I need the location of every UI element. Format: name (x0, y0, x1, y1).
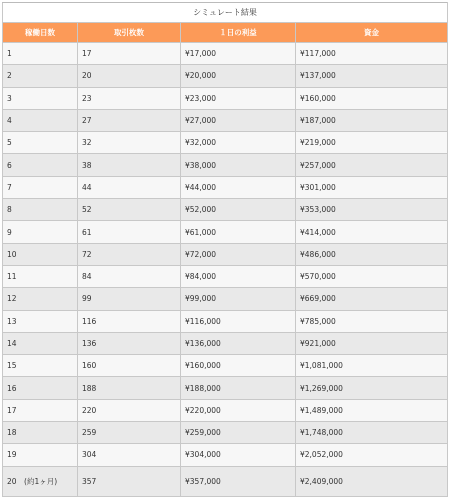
table-caption-row (3, 3, 448, 23)
table-row (3, 199, 448, 221)
cell-trade-lots: 52 (78, 199, 181, 221)
table-row (3, 310, 448, 332)
cell-trade-lots: 160 (78, 355, 181, 377)
cell-daily-profit: ¥84,000 (181, 265, 296, 287)
table-row (3, 154, 448, 176)
header-operating-days: 稼働日数 (3, 23, 78, 43)
cell-funds: ¥117,000 (296, 43, 448, 65)
cell-operating-days: 16 (3, 377, 78, 399)
cell-funds: ¥486,000 (296, 243, 448, 265)
cell-trade-lots: 61 (78, 221, 181, 243)
cell-funds: ¥2,052,000 (296, 444, 448, 466)
cell-daily-profit: ¥61,000 (181, 221, 296, 243)
table-row (3, 176, 448, 198)
cell-trade-lots: 136 (78, 332, 181, 354)
cell-funds: ¥921,000 (296, 332, 448, 354)
cell-funds: ¥353,000 (296, 199, 448, 221)
header-trade-lots: 取引枚数 (78, 23, 181, 43)
header-daily-profit: １日の利益 (181, 23, 296, 43)
cell-operating-days: 1 (3, 43, 78, 65)
table-row (3, 132, 448, 154)
table-row (3, 377, 448, 399)
cell-trade-lots: 84 (78, 265, 181, 287)
cell-operating-days: 2 (3, 65, 78, 87)
cell-trade-lots: 99 (78, 288, 181, 310)
table-row (3, 332, 448, 354)
cell-funds: ¥257,000 (296, 154, 448, 176)
cell-funds: ¥2,409,000 (296, 466, 448, 496)
cell-operating-days: 8 (3, 199, 78, 221)
cell-operating-days: 19 (3, 444, 78, 466)
cell-funds: ¥1,489,000 (296, 399, 448, 421)
cell-operating-days: 9 (3, 221, 78, 243)
cell-daily-profit: ¥23,000 (181, 87, 296, 109)
cell-daily-profit: ¥357,000 (181, 466, 296, 496)
cell-trade-lots: 357 (78, 466, 181, 496)
simulation-results-table (2, 2, 448, 497)
table-row (3, 243, 448, 265)
cell-daily-profit: ¥32,000 (181, 132, 296, 154)
cell-trade-lots: 44 (78, 176, 181, 198)
table-row (3, 109, 448, 131)
cell-trade-lots: 72 (78, 243, 181, 265)
table-caption: シミュレート結果 (3, 3, 448, 23)
cell-funds: ¥187,000 (296, 109, 448, 131)
cell-operating-days: 15 (3, 355, 78, 377)
table-row (3, 43, 448, 65)
cell-trade-lots: 188 (78, 377, 181, 399)
header-funds: 資金 (296, 23, 448, 43)
cell-daily-profit: ¥20,000 (181, 65, 296, 87)
cell-funds: ¥301,000 (296, 176, 448, 198)
cell-daily-profit: ¥160,000 (181, 355, 296, 377)
table-row (3, 221, 448, 243)
cell-trade-lots: 38 (78, 154, 181, 176)
cell-daily-profit: ¥116,000 (181, 310, 296, 332)
cell-trade-lots: 32 (78, 132, 181, 154)
table-row (3, 265, 448, 287)
cell-operating-days: 6 (3, 154, 78, 176)
cell-daily-profit: ¥72,000 (181, 243, 296, 265)
cell-daily-profit: ¥99,000 (181, 288, 296, 310)
cell-operating-days: 17 (3, 399, 78, 421)
table-row (3, 466, 448, 496)
cell-trade-lots: 220 (78, 399, 181, 421)
cell-trade-lots: 116 (78, 310, 181, 332)
cell-daily-profit: ¥136,000 (181, 332, 296, 354)
cell-operating-days: 11 (3, 265, 78, 287)
cell-trade-lots: 27 (78, 109, 181, 131)
cell-funds: ¥785,000 (296, 310, 448, 332)
table-row (3, 288, 448, 310)
cell-trade-lots: 20 (78, 65, 181, 87)
cell-operating-days: 7 (3, 176, 78, 198)
cell-operating-days: 20 (約1ヶ月) (3, 466, 78, 496)
cell-daily-profit: ¥38,000 (181, 154, 296, 176)
cell-daily-profit: ¥52,000 (181, 199, 296, 221)
cell-funds: ¥1,748,000 (296, 422, 448, 444)
cell-operating-days: 5 (3, 132, 78, 154)
table-row (3, 399, 448, 421)
cell-operating-days: 4 (3, 109, 78, 131)
cell-funds: ¥219,000 (296, 132, 448, 154)
cell-operating-days: 12 (3, 288, 78, 310)
cell-trade-lots: 259 (78, 422, 181, 444)
cell-funds: ¥570,000 (296, 265, 448, 287)
cell-operating-days: 10 (3, 243, 78, 265)
cell-trade-lots: 304 (78, 444, 181, 466)
cell-operating-days: 18 (3, 422, 78, 444)
table-row (3, 422, 448, 444)
cell-funds: ¥1,081,000 (296, 355, 448, 377)
table-row (3, 444, 448, 466)
table-row (3, 87, 448, 109)
cell-operating-days: 3 (3, 87, 78, 109)
cell-daily-profit: ¥220,000 (181, 399, 296, 421)
cell-funds: ¥414,000 (296, 221, 448, 243)
cell-daily-profit: ¥27,000 (181, 109, 296, 131)
cell-trade-lots: 17 (78, 43, 181, 65)
table-header-row (3, 23, 448, 43)
table-row (3, 65, 448, 87)
cell-daily-profit: ¥17,000 (181, 43, 296, 65)
cell-daily-profit: ¥188,000 (181, 377, 296, 399)
cell-funds: ¥1,269,000 (296, 377, 448, 399)
cell-funds: ¥160,000 (296, 87, 448, 109)
table-row (3, 355, 448, 377)
cell-operating-days: 14 (3, 332, 78, 354)
cell-trade-lots: 23 (78, 87, 181, 109)
cell-funds: ¥669,000 (296, 288, 448, 310)
cell-daily-profit: ¥44,000 (181, 176, 296, 198)
cell-daily-profit: ¥304,000 (181, 444, 296, 466)
cell-daily-profit: ¥259,000 (181, 422, 296, 444)
cell-funds: ¥137,000 (296, 65, 448, 87)
cell-operating-days: 13 (3, 310, 78, 332)
